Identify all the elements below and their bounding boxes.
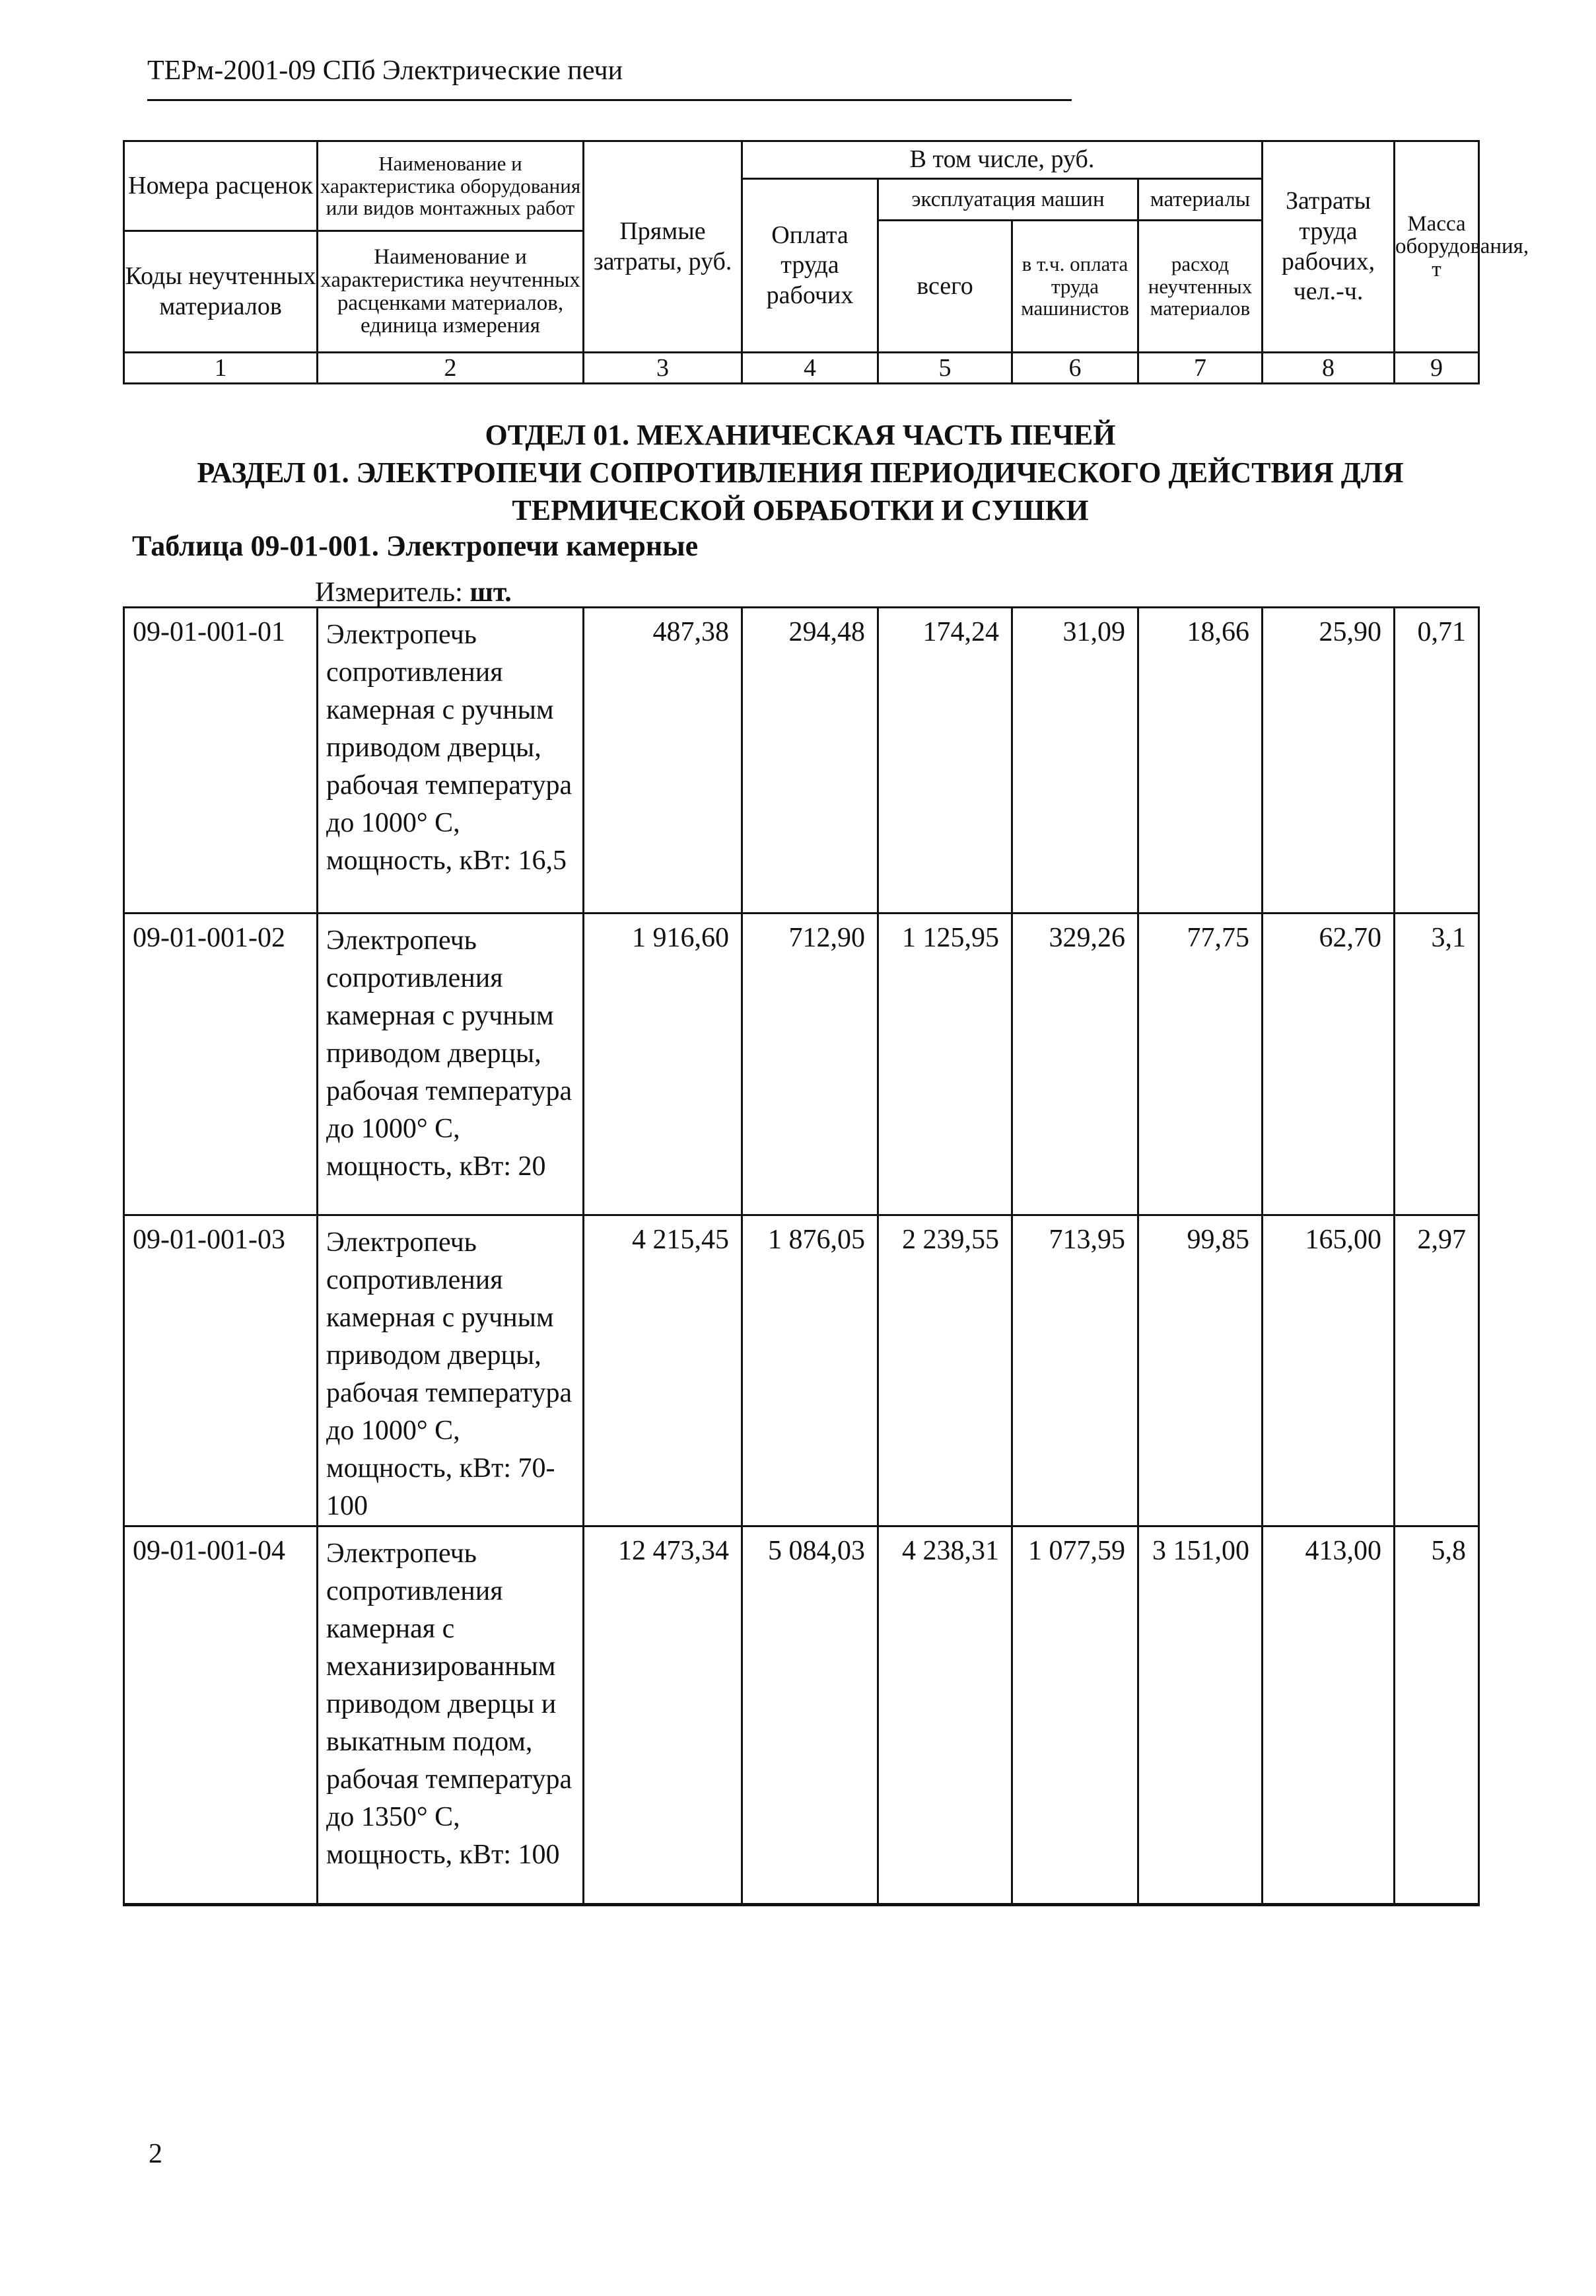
worker-pay: 5 084,03 xyxy=(742,1526,878,1905)
rate-code: 09-01-001-04 xyxy=(124,1526,318,1905)
labor-hours: 413,00 xyxy=(1263,1526,1395,1905)
column-number: 5 xyxy=(878,353,1012,384)
table-row xyxy=(124,1215,1479,1526)
column-number: 3 xyxy=(584,353,742,384)
worker-pay: 294,48 xyxy=(742,608,878,914)
header-material-codes: Коды неучтенных материалов xyxy=(124,231,318,353)
column-number: 9 xyxy=(1395,353,1479,384)
labor-hours: 25,90 xyxy=(1263,608,1395,914)
header-machines-total: всего xyxy=(878,221,1012,353)
machines-total: 2 239,55 xyxy=(878,1215,1012,1526)
materials-cost: 3 151,00 xyxy=(1138,1526,1263,1905)
header-materials-group: материалы xyxy=(1138,179,1263,221)
equipment-mass: 5,8 xyxy=(1395,1526,1479,1905)
rate-code: 09-01-001-02 xyxy=(124,914,318,1215)
direct-costs: 4 215,45 xyxy=(584,1215,742,1526)
header-labor-hours: Затраты труда рабочих, чел.-ч. xyxy=(1263,141,1395,353)
column-number: 4 xyxy=(742,353,878,384)
direct-costs: 12 473,34 xyxy=(584,1526,742,1905)
header-rate-numbers: Номера расценок xyxy=(124,141,318,231)
division-title: ОТДЕЛ 01. МЕХАНИЧЕСКАЯ ЧАСТЬ ПЕЧЕЙ xyxy=(485,419,1116,451)
header-equipment-mass: Масса оборудования, т xyxy=(1395,141,1479,353)
labor-hours: 165,00 xyxy=(1263,1215,1395,1526)
equipment-mass: 0,71 xyxy=(1395,608,1479,914)
operator-pay: 713,95 xyxy=(1012,1215,1138,1526)
rate-code: 09-01-001-03 xyxy=(124,1215,318,1526)
materials-cost: 77,75 xyxy=(1138,914,1263,1215)
table-row xyxy=(124,1526,1479,1905)
equipment-mass: 3,1 xyxy=(1395,914,1479,1215)
header-machines-group: эксплуатация машин xyxy=(878,179,1138,221)
materials-cost: 99,85 xyxy=(1138,1215,1263,1526)
operator-pay: 329,26 xyxy=(1012,914,1138,1215)
header-work-name: Наименование и характеристика оборудования или видов монтажных работ xyxy=(318,141,584,231)
column-number-row xyxy=(124,353,1479,384)
header-direct-costs: Прямые затраты, руб. xyxy=(584,141,742,353)
machines-total: 1 125,95 xyxy=(878,914,1012,1215)
unit-value: шт. xyxy=(469,577,512,608)
section-title: РАЗДЕЛ 01. ЭЛЕКТРОПЕЧИ СОПРОТИВЛЕНИЯ ПЕРИОДИЧЕСКОГО ДЕЙСТВИЯ ДЛЯ xyxy=(197,456,1404,489)
column-number: 8 xyxy=(1263,353,1395,384)
rate-description: Электропечь сопротивления камерная с ручным приводом дверцы, рабочая температура до 1000° С, мощность, кВт: 16,5 xyxy=(318,608,584,914)
section-title-continued: ТЕРМИЧЕСКОЙ ОБРАБОТКИ И СУШКИ xyxy=(512,494,1089,526)
column-number: 1 xyxy=(124,353,318,384)
table-row xyxy=(124,608,1479,914)
column-header-table xyxy=(123,140,1529,384)
direct-costs: 487,38 xyxy=(584,608,742,914)
equipment-mass: 2,97 xyxy=(1395,1215,1479,1526)
table-title: Таблица 09-01-001. Электропечи камерные xyxy=(132,530,699,562)
machines-total: 4 238,31 xyxy=(878,1526,1012,1905)
column-number: 7 xyxy=(1138,353,1263,384)
column-number: 2 xyxy=(318,353,584,384)
operator-pay: 31,09 xyxy=(1012,608,1138,914)
header-operator-pay: в т.ч. оплата труда машинистов xyxy=(1012,221,1138,353)
section-heading xyxy=(123,416,1478,529)
running-head: ТЕРм-2001-09 СПб Электрические печи xyxy=(147,55,623,86)
column-number: 6 xyxy=(1012,353,1138,384)
header-material-consumption: расход неучтенных материалов xyxy=(1138,221,1263,353)
rate-description: Электропечь сопротивления камерная с ручным приводом дверцы, рабочая температура до 1000° С, мощность, кВт: 70-100 xyxy=(318,1215,584,1526)
header-rule xyxy=(147,99,1072,101)
operator-pay: 1 077,59 xyxy=(1012,1526,1138,1905)
worker-pay: 1 876,05 xyxy=(742,1215,878,1526)
rate-description: Электропечь сопротивления камерная с механизированным приводом дверцы и выкатным подом, рабочая температура до 1350° С, мощность, кВт: 100 xyxy=(318,1526,584,1905)
labor-hours: 62,70 xyxy=(1263,914,1395,1215)
rates-table xyxy=(123,606,1480,1906)
unit-of-measure xyxy=(315,579,512,606)
header-worker-pay: Оплата труда рабочих xyxy=(742,179,878,353)
machines-total: 174,24 xyxy=(878,608,1012,914)
rate-code: 09-01-001-01 xyxy=(124,608,318,914)
table-row xyxy=(124,914,1479,1215)
materials-cost: 18,66 xyxy=(1138,608,1263,914)
header-material-name: Наименование и характеристика неучтенных расценками материалов, единица измерения xyxy=(318,231,584,353)
worker-pay: 712,90 xyxy=(742,914,878,1215)
unit-label: Измеритель: xyxy=(315,577,463,608)
header-including-group: В том числе, руб. xyxy=(742,141,1263,179)
rate-description: Электропечь сопротивления камерная с ручным приводом дверцы, рабочая температура до 1000° С, мощность, кВт: 20 xyxy=(318,914,584,1215)
direct-costs: 1 916,60 xyxy=(584,914,742,1215)
page-number: 2 xyxy=(149,2139,162,2169)
